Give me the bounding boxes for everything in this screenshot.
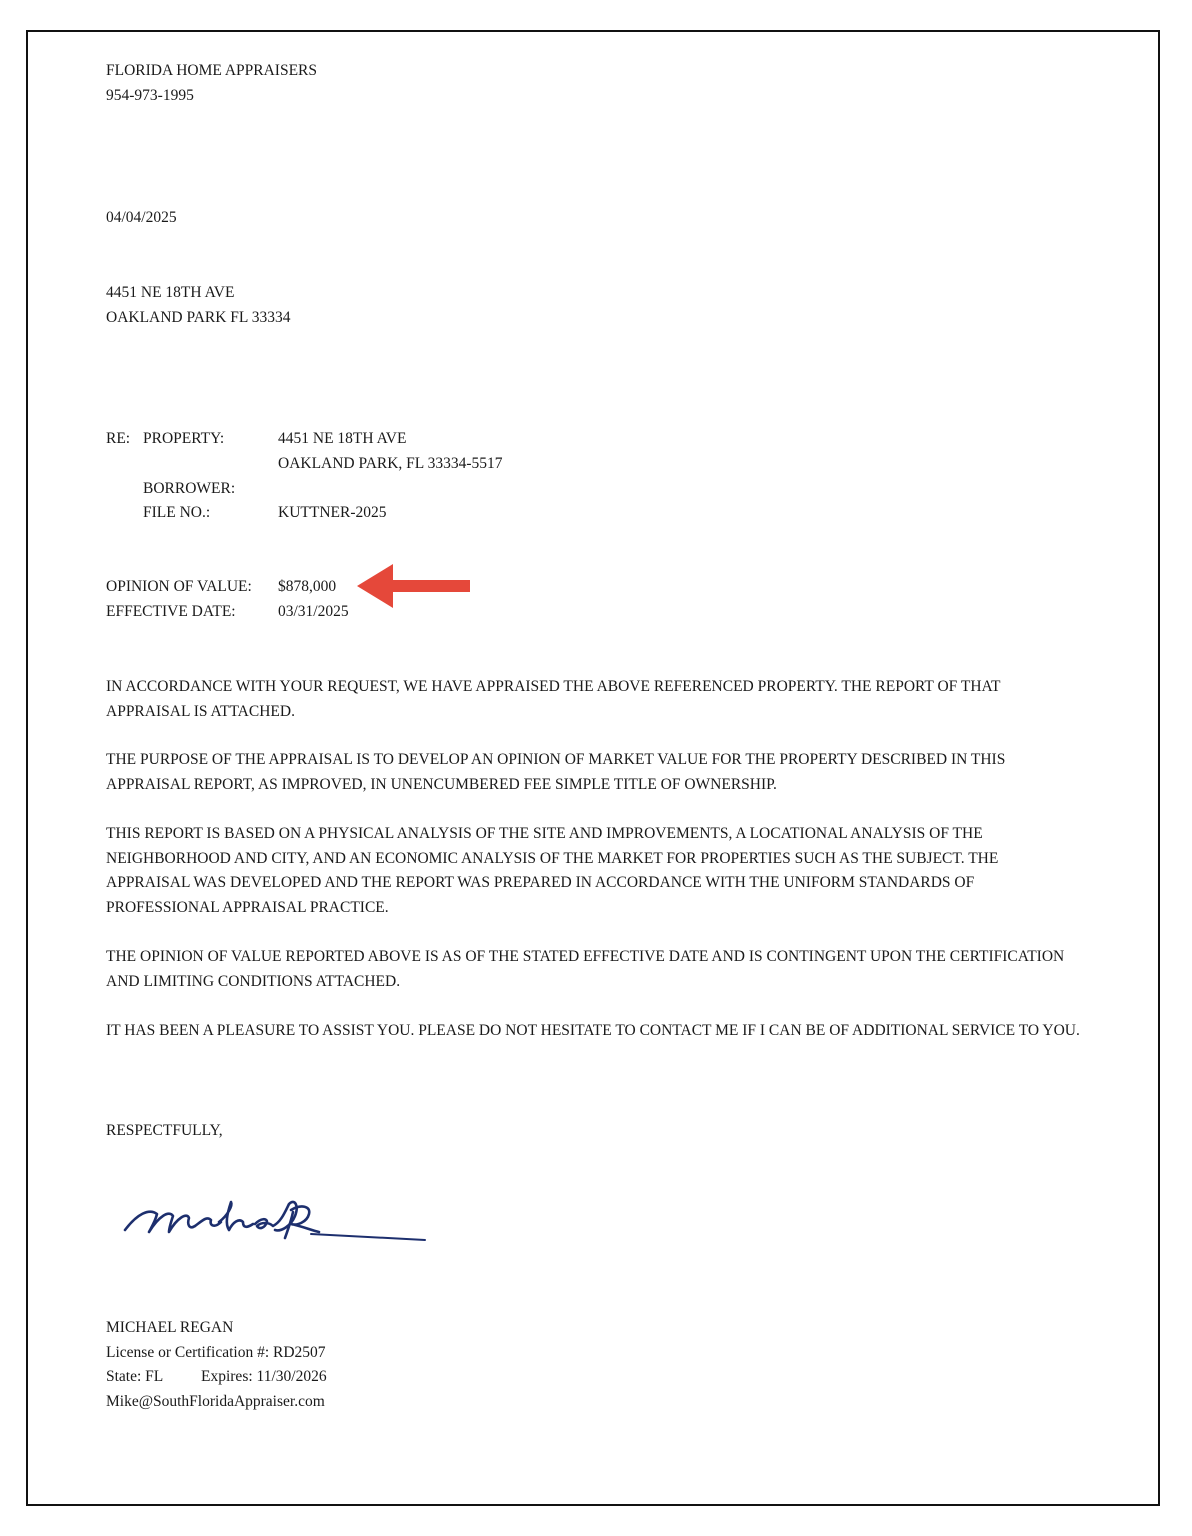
re-label: RE:: [106, 430, 131, 447]
signer-license-expiry: Expires: 11/30/2026: [201, 1368, 327, 1385]
recipient-address-line2: OAKLAND PARK FL 33334: [106, 309, 291, 326]
opinion-of-value-amount: $878,000: [278, 578, 337, 595]
red-arrow-icon: [355, 562, 475, 612]
body-paragraph-4: THE OPINION OF VALUE REPORTED ABOVE IS AS OF THE STATED EFFECTIVE DATE AND IS CONTINGENT UPON THE CERTIFICATION AND LIMITING CONDITIONS ATTACHED.: [106, 948, 1065, 990]
body-paragraph-5: IT HAS BEEN A PLEASURE TO ASSIST YOU. PLEASE DO NOT HESITATE TO CONTACT ME IF I CAN BE OF ADDITIONAL SERVICE TO YOU.: [106, 1022, 1080, 1039]
body-paragraph-1: IN ACCORDANCE WITH YOUR REQUEST, WE HAVE APPRAISED THE ABOVE REFERENCED PROPERTY. THE REPORT OF THAT APPRAISAL IS ATTACHED.: [106, 678, 1001, 720]
company-name: FLORIDA HOME APPRAISERS: [106, 62, 318, 79]
signer-license: License or Certification #: RD2507: [106, 1344, 326, 1361]
opinion-of-value-label: OPINION OF VALUE:: [106, 578, 252, 595]
borrower-label: BORROWER:: [143, 480, 236, 497]
effective-date-label: EFFECTIVE DATE:: [106, 603, 236, 620]
recipient-address-line1: 4451 NE 18TH AVE: [106, 284, 235, 301]
closing-salutation: RESPECTFULLY,: [106, 1122, 223, 1139]
signature-image: [115, 1192, 435, 1256]
letter-date: 04/04/2025: [106, 209, 177, 226]
body-paragraph-3: THIS REPORT IS BASED ON A PHYSICAL ANALYSIS OF THE SITE AND IMPROVEMENTS, A LOCATIONAL ANALYSIS OF THE NEIGHBORHOOD AND CITY, AND AN ECONOMIC ANALYSIS OF THE MARKET FOR PROPERTIES SUCH AS THE SUBJECT. THE APPRAISAL WAS DEVELOPED AND THE REPORT WAS PREPARED IN ACCORDANCE WITH THE UNIFORM STANDARDS OF PROFESSIONAL APPRAISAL PRACTICE.: [106, 825, 999, 916]
effective-date-value: 03/31/2025: [278, 603, 349, 620]
property-address-line2: OAKLAND PARK, FL 33334-5517: [278, 455, 503, 472]
signer-email[interactable]: Mike@SouthFloridaAppraiser.com: [106, 1393, 325, 1410]
signer-name: MICHAEL REGAN: [106, 1319, 234, 1336]
signer-state: State: FL: [106, 1368, 164, 1385]
property-label: PROPERTY:: [143, 430, 225, 447]
file-number-value: KUTTNER-2025: [278, 504, 387, 521]
property-address-line1: 4451 NE 18TH AVE: [278, 430, 407, 447]
company-phone: 954-973-1995: [106, 87, 194, 104]
file-number-label: FILE NO.:: [143, 504, 211, 521]
body-paragraph-2: THE PURPOSE OF THE APPRAISAL IS TO DEVELOP AN OPINION OF MARKET VALUE FOR THE PROPERTY DESCRIBED IN THIS APPRAISAL REPORT, AS IMPROVED, IN UNENCUMBERED FEE SIMPLE TITLE OF OWNERSHIP.: [106, 751, 1006, 793]
